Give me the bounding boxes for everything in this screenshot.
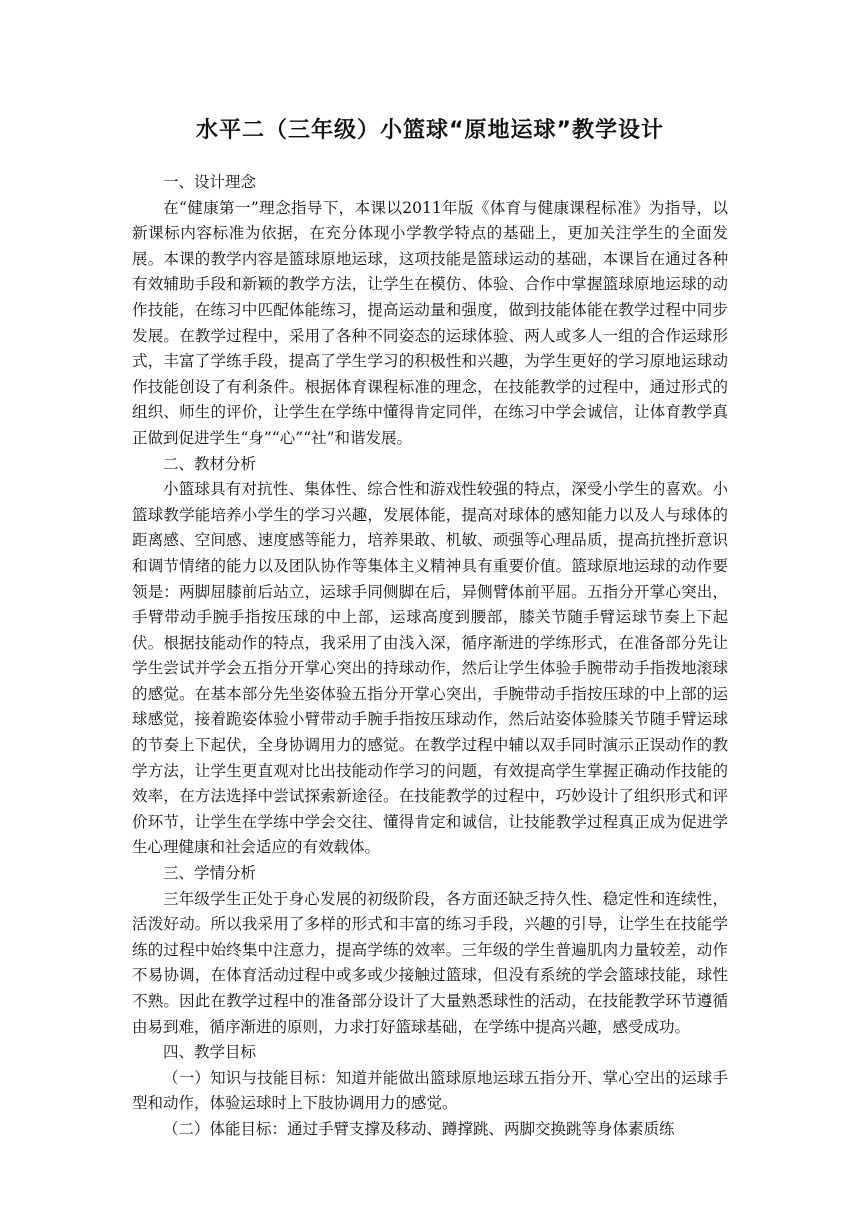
section-heading-student-analysis: 三、学情分析: [163, 864, 257, 883]
paragraph-student-analysis: 三年级学生正处于身心发展的初级阶段，各方面还缺乏持久性、稳定性和连续性，活泼好动。所以我采用了多样的形式和丰富的练习手段，兴趣的引导，让学生在技能学练的过程中始终集中注意力，提高学练的效率。三年级的学生普遍肌肉力量较差，动作不易协调，在体育活动过程中或多或少接触过篮球，但没有系统的学会篮球技能，球性不熟。因此在教学过程中的准备部分设计了大量熟悉球性的活动，在技能教学环节遵循由易到难，循序渐进的原则，力求打好篮球基础，在学练中提高兴趣，感受成功。: [132, 889, 728, 1036]
paragraph-material-analysis: 小篮球具有对抗性、集体性、综合性和游戏性较强的特点，深受小学生的喜欢。小篮球教学能培养小学生的学习兴趣，发展体能，提高对球体的感知能力以及人与球体的距离感、空间感、速度感等能力，培养果敢、机敏、顽强等心理品质，提高抗挫折意识和调节情绪的能力以及团队协作等集体主义精神具有重要价值。篮球原地运球的动作要领是：两脚屈膝前后站立，运球手同侧脚在后，异侧臂体前平屈。五指分开掌心突出，手臂带动手腕手指按压球的中上部，运球高度到腰部，膝关节随手臂运球节奏上下起伏。根据技能动作的特点，我采用了由浅入深，循序渐进的学练形式，在准备部分先让学生尝试并学会五指分开掌心突出的持球动作，然后让学生体验手腕带动手指拨地滚球的感觉。在基本部分先坐姿体验五指分开掌心突出，手腕带动手指按压球的中上部的运球感觉，接着跪姿体验小臂带动手腕手指按压球动作，然后站姿体验膝关节随手臂运球的节奏上下起伏，全身协调用力的感觉。在教学过程中辅以双手同时演示正误动作的教学方法，让学生更直观对比出技能动作学习的问题，有效提高学生掌握正确动作技能的效率，在方法选择中尝试探索新途径。在技能教学的过程中，巧妙设计了组织形式和评价环节，让学生在学练中学会交往、懂得肯定和诚信，让技能教学过程真正成为促进学生心理健康和社会适应的有效载体。: [132, 480, 728, 857]
document-body: [132, 170, 728, 1143]
section-heading-design-concept: 一、设计理念: [163, 173, 257, 191]
document-title: 水平二（三年级）小篮球“原地运球”教学设计: [196, 118, 664, 143]
section-heading-material-analysis: 二、教材分析: [163, 454, 257, 473]
paragraph-goal-knowledge-skill: （一）知识与技能目标：知道并能做出篮球原地运球五指分开、掌心空出的运球手型和动作，体验运球时上下肢协调用力的感觉。: [132, 1068, 728, 1113]
paragraph-goal-physical-fitness: （二）体能目标：通过手臂支撑及移动、蹲撑跳、两脚交换跳等身体素质练: [163, 1119, 675, 1138]
paragraph-design-concept: 在“健康第一”理念指导下，本课以2011年版《体育与健康课程标准》为指导，以新课标内容标准为依据，在充分体现小学教学特点的基础上，更加关注学生的全面发展。本课的教学内容是篮球原地运球，这项技能是篮球运动的基础，本课旨在通过各种有效辅助手段和新颖的教学方法，让学生在模仿、体验、合作中掌握篮球原地运球的动作技能，在练习中匹配体能练习，提高运动量和强度，做到技能体能在教学过程中同步发展。在教学过程中，采用了各种不同姿态的运球体验、两人或多人一组的合作运球形式，丰富了学练手段，提高了学生学习的积极性和兴趣，为学生更好的学习原地运球动作技能创设了有利条件。根据体育课程标准的理念，在技能教学的过程中，通过形式的组织、师生的评价，让学生在学练中懂得肯定同伴，在练习中学会诚信，让体育教学真正做到促进学生“身”“心”“社”和谐发展。: [132, 198, 728, 447]
section-heading-teaching-goals: 四、教学目标: [163, 1043, 257, 1062]
